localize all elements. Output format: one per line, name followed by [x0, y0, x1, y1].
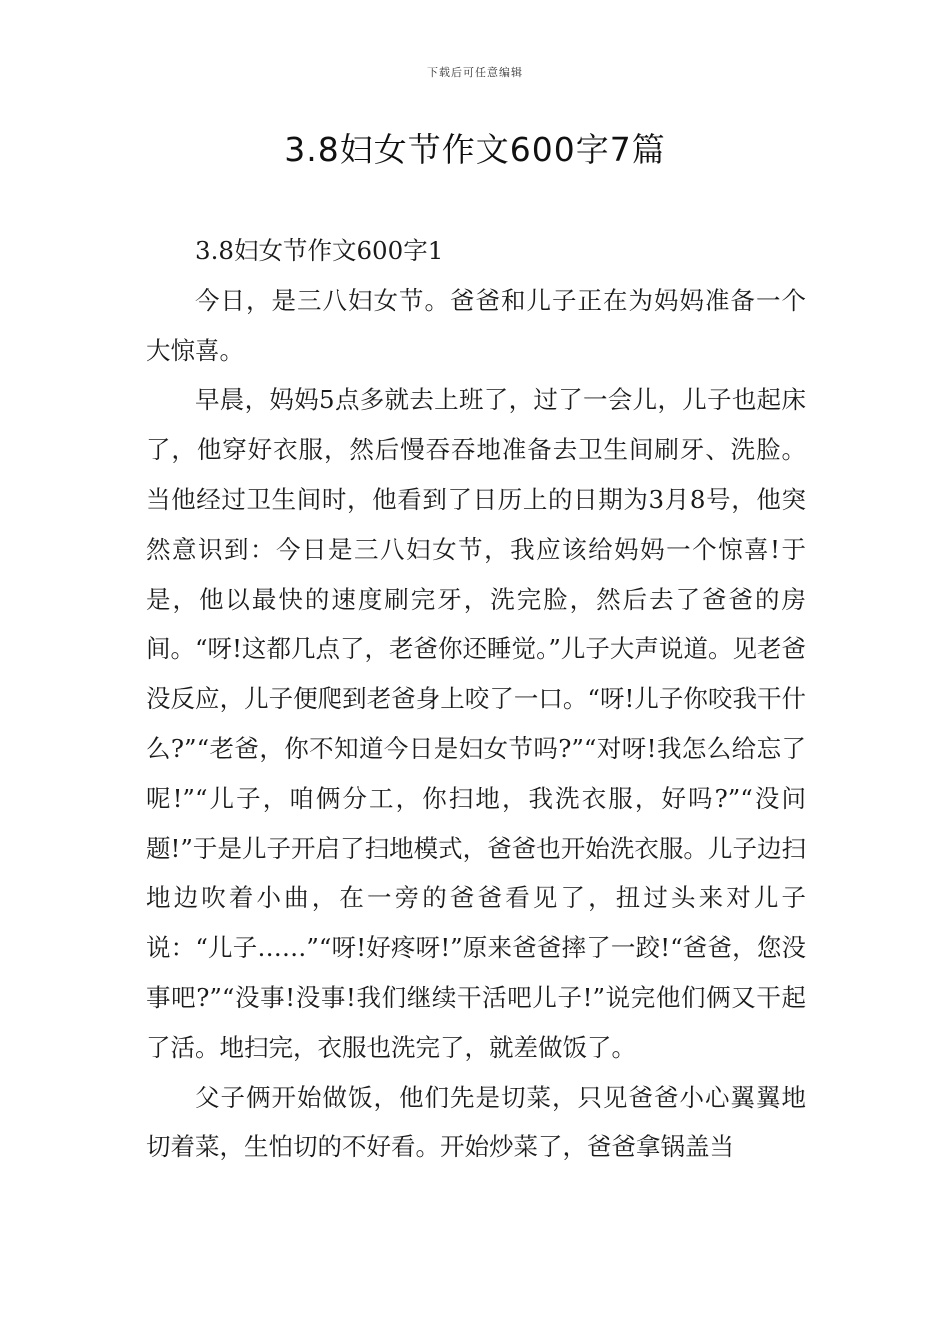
header-note: 下载后可任意编辑 — [427, 66, 523, 79]
paragraph-3: 父子俩开始做饭，他们先是切菜，只见爸爸小心翼翼地切着菜，生怕切的不好看。开始炒菜了，爸爸拿锅盖当 — [146, 1082, 806, 1162]
document-title: 3.8妇女节作文600字7篇 — [284, 130, 666, 169]
section-heading: 3.8妇女节作文600字1 — [195, 236, 444, 265]
document-body — [146, 226, 806, 1172]
paragraph-1: 今日，是三八妇女节。爸爸和儿子正在为妈妈准备一个大惊喜。 — [146, 285, 806, 365]
paragraph-2: 早晨，妈妈5点多就去上班了，过了一会儿，儿子也起床了，他穿好衣服，然后慢吞吞地准备去卫生间刷牙、洗脸。当他经过卫生间时，他看到了日历上的日期为3月8号，他突然意识到：今日是三八妇女节，我应该给妈妈一个惊喜!于是，他以最快的速度刷完牙，洗完脸，然后去了爸爸的房间。“呀!这都几点了，老爸你还睡觉。”儿子大声说道。见老爸没反应，儿子便爬到老爸身上咬了一口。“呀!儿子你咬我干什么?”“老爸，你不知道今日是妇女节吗?”“对呀!我怎么给忘了呢!”“儿子，咱俩分工，你扫地，我洗衣服，好吗?”“没问题!”于是儿子开启了扫地模式，爸爸也开始洗衣服。儿子边扫地边吹着小曲，在一旁的爸爸看见了，扭过头来对儿子说：“儿子……”“呀!好疼呀!”原来爸爸摔了一跤!“爸爸，您没事吧?”“没事!没事!我们继续干活吧儿子!”说完他们俩又干起了活。地扫完，衣服也洗完了，就差做饭了。 — [146, 385, 806, 1062]
